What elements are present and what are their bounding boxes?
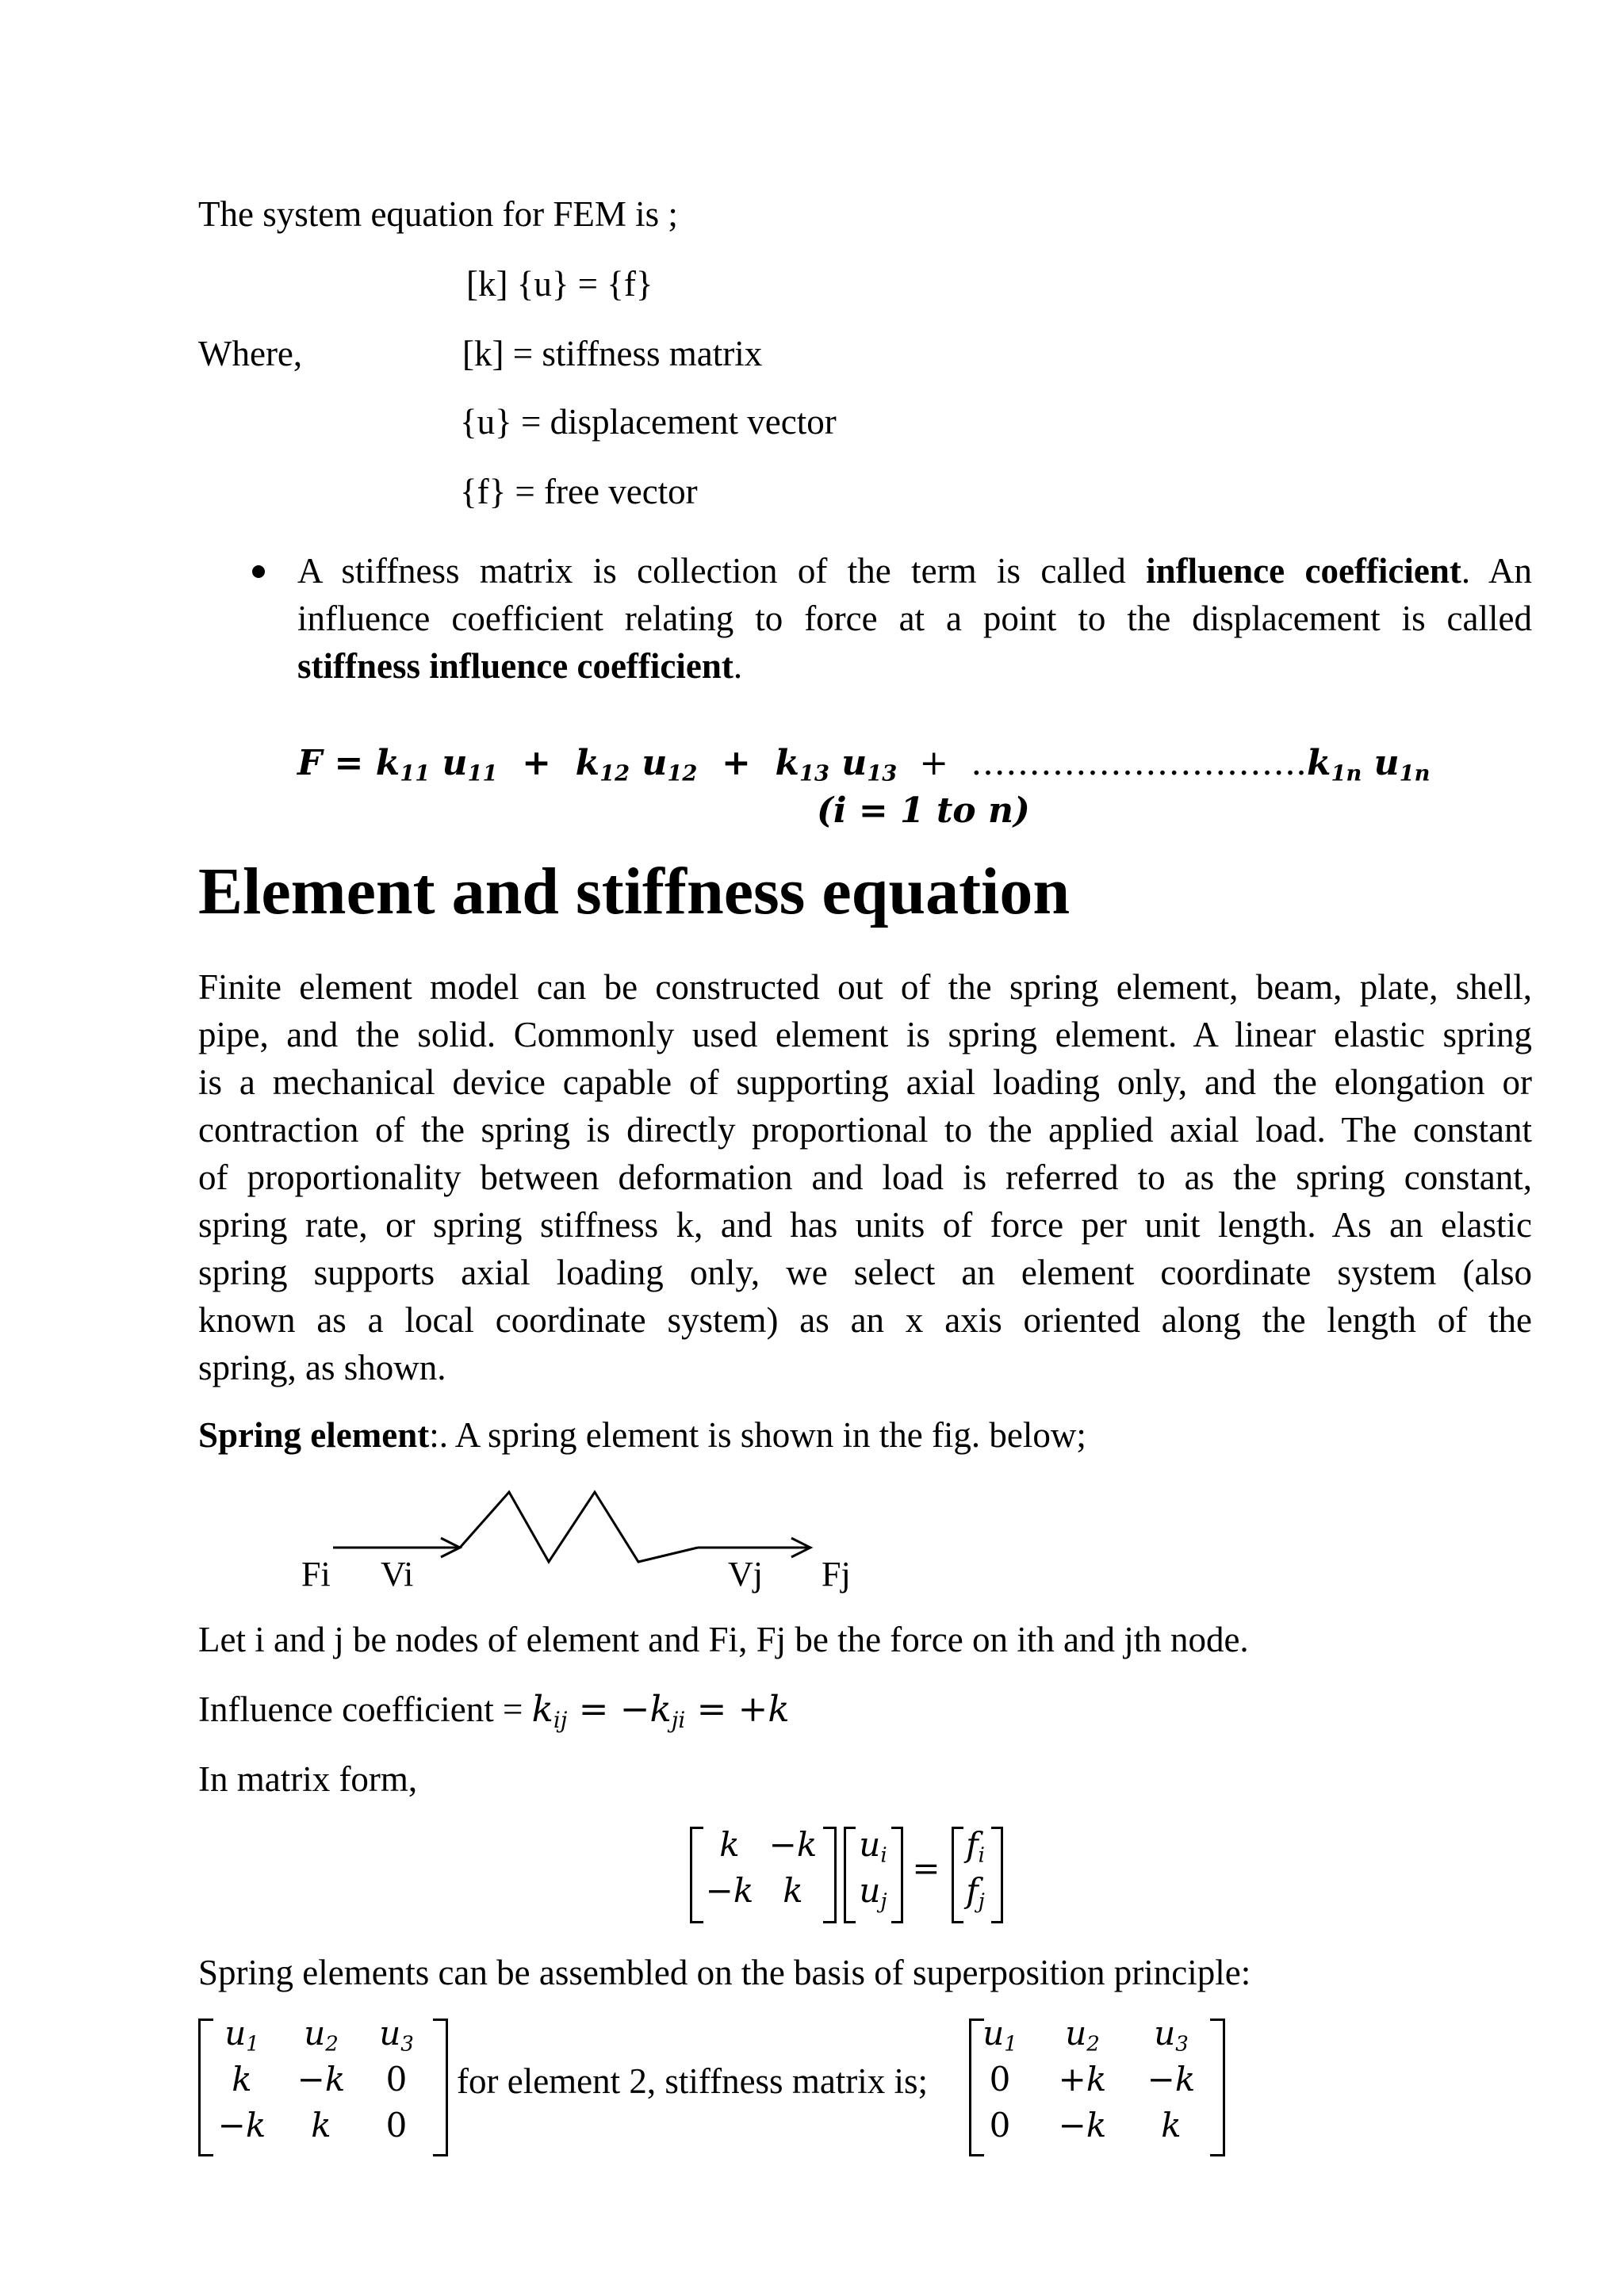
matrix-k-right-bracket (823, 1827, 837, 1923)
bullet-line-2: influence coefficient relating to force at a point to the displacement is called (297, 599, 1532, 638)
body-line: is a mechanical device capable of supporting axial loading only, and the elongation or (198, 1062, 1532, 1102)
where-label: Where, (198, 334, 303, 373)
stiffness-matrix-element-1: $u_1$ $u_2$ $u_3$ k −k 0 −k k 0 (198, 2014, 452, 2156)
matrix-between-text: for element 2, stiffness matrix is; (457, 2061, 929, 2101)
matrix-k-cell: k (783, 1871, 803, 1910)
matrix-k-cell: k (719, 1825, 740, 1864)
definition-displacement: {u} = displacement vector (460, 402, 837, 442)
matrix-form-label: In matrix form, (198, 1759, 418, 1799)
bullet-paragraph (297, 547, 1532, 690)
body-line: of proportionality between deformation and load is referred to as the spring constant, (198, 1158, 1532, 1197)
definition-stiffness: [k] = stiffness matrix (462, 334, 763, 373)
force-equation: $F = k_{11}$ $u_{11} + k_{12}$ $u_{12} + k_{13}$ $u_{13}$ + $\dots\dots\dots\dots\dots\dots\dots\dots\dots..k_{1n}$ $u_{1n}$ (297, 743, 1431, 786)
bullet-bold-2: stiffness influence coefficient (297, 646, 733, 686)
nodes-text: Let i and j be nodes of element and Fi, Fj be the force on ith and jth node. (198, 1620, 1249, 1659)
body-line: known as a local coordinate system) as an x axis oriented along the length of the (198, 1300, 1532, 1340)
bullet-icon (252, 565, 265, 578)
bullet-bold-1: influence coefficient (1146, 551, 1461, 591)
spring-element-label (198, 1413, 1086, 1457)
spring-diagram (285, 1483, 888, 1601)
label-vi: Vi (381, 1555, 414, 1594)
vector-u-right-bracket (891, 1827, 903, 1923)
label-fi: Fi (301, 1555, 331, 1594)
spring-element-text: :. A spring element is shown in the fig. below; (429, 1415, 1086, 1455)
vector-f-right-bracket (991, 1827, 1003, 1923)
body-paragraph (198, 963, 1532, 1391)
assembly-text: Spring elements can be assembled on the basis of superposition principle: (198, 1953, 1251, 1992)
definition-force: {f} = free vector (460, 472, 698, 511)
body-line: spring rate, or spring stiffness k, and has units of force per unit length. As an elastic (198, 1205, 1532, 1245)
label-vj: Vj (728, 1555, 763, 1594)
body-line: pipe, and the solid. Commonly used element is spring element. A linear elastic spring (198, 1015, 1532, 1054)
equals-sign: = (912, 1849, 940, 1888)
influence-coefficient: Influence coefficient = $k_{ij} = -k_{ji} = +k$ (198, 1688, 790, 1733)
label-fj: Fj (822, 1555, 851, 1594)
spring-element-bold: Spring element (198, 1415, 430, 1455)
force-equation-range: (i = 1 to n) (817, 790, 1030, 831)
matrix-equation: k −k −k k $u_i$ $u_j$ = $f_i$ $f_j$ (690, 1823, 1055, 1927)
bullet-text-1: A stiffness matrix is collection of the term is called (297, 551, 1147, 591)
bullet-text-2: . An (1461, 551, 1533, 591)
body-line: spring, as shown. (198, 1348, 446, 1387)
matrix-k-cell: −k (768, 1825, 818, 1864)
body-line: spring supports axial loading only, we select an element coordinate system (also (198, 1253, 1532, 1292)
body-line: contraction of the spring is directly proportional to the applied axial load. The constant (198, 1110, 1532, 1150)
system-equation: [k] {u} = {f} (466, 264, 653, 304)
stiffness-matrix-element-2: $u_1$ $u_2$ $u_3$ 0 +k −k 0 −k k (969, 2014, 1239, 2156)
intro-line: The system equation for FEM is ; (198, 194, 678, 234)
bullet-text-3: . (733, 646, 743, 686)
section-heading: Element and stiffness equation (198, 855, 1071, 928)
body-line: Finite element model can be constructed out of the spring element, beam, plate, shell, (198, 967, 1532, 1007)
spring-zigzag (460, 1492, 698, 1562)
matrix-k-cell: −k (705, 1871, 754, 1910)
